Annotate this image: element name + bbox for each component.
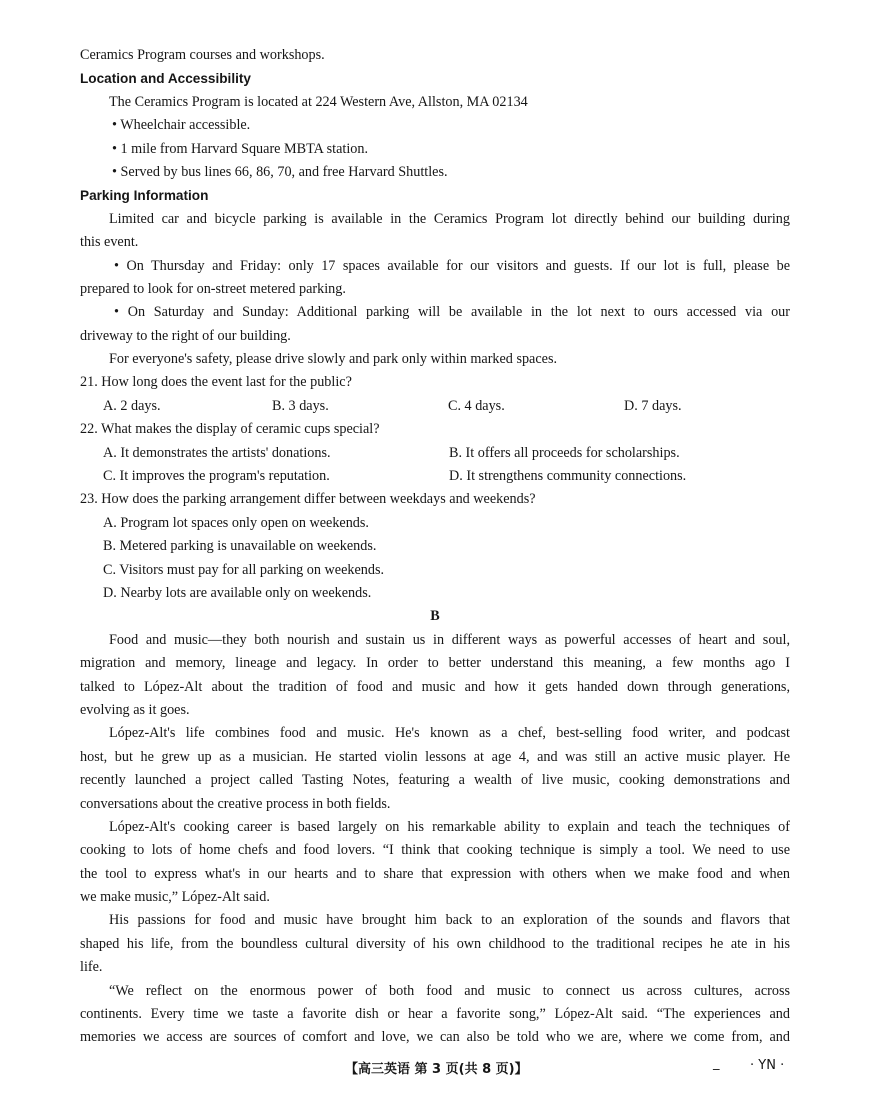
parking-weekday-line: prepared to look for on-street metered parking. (80, 280, 346, 297)
section-label-b: B (430, 608, 440, 625)
question-stem: 23. How does the parking arrangement differ between weekdays and weekends? (80, 491, 536, 508)
location-heading: Location and Accessibility (80, 71, 251, 87)
passage-line: cooking to lots of home chefs and food lovers. “I think that cooking technique is simply a tool. We need to use (80, 842, 790, 859)
parking-heading: Parking Information (80, 188, 209, 204)
passage-line: recently launched a project called Tasting Notes, featuring a wealth of live music, cooking demonstrations and (80, 772, 790, 789)
passage-line: His passions for food and music have brought him back to an exploration of the sounds and flavors that (109, 912, 790, 929)
option-a[interactable]: A. Program lot spaces only open on weekends. (103, 514, 369, 531)
parking-intro-line: Limited car and bicycle parking is available in the Ceramics Program lot directly behind our building during (109, 210, 790, 227)
option-a[interactable]: A. 2 days. (103, 397, 161, 414)
footer-code: · YN · (750, 1058, 785, 1073)
location-address: The Ceramics Program is located at 224 Western Ave, Allston, MA 02134 (109, 93, 528, 110)
passage-line: continents. Every time we taste a favorite dish or hear a favorite song,” López-Alt said. “The experiences and (80, 1006, 790, 1023)
access-bullet: • 1 mile from Harvard Square MBTA station. (112, 140, 369, 157)
question-options (80, 442, 790, 465)
passage-line: conversations about the creative process in both fields. (80, 795, 391, 812)
question-options (80, 465, 790, 488)
passage-line: we make music,” López-Alt said. (80, 889, 270, 906)
passage-line: migration and memory, lineage and legacy. In order to better understand this meaning, a few months ago I (80, 655, 790, 672)
option-b[interactable]: B. It offers all proceeds for scholarships. (449, 444, 680, 461)
option-b[interactable]: B. 3 days. (272, 397, 329, 414)
access-bullet: • Wheelchair accessible. (112, 117, 251, 134)
option-b[interactable]: B. Metered parking is unavailable on weekends. (103, 538, 377, 555)
passage-line: evolving as it goes. (80, 701, 190, 718)
question-stem: 22. What makes the display of ceramic cups special? (80, 421, 380, 438)
page-number-label: 【高三英语 第 3 页(共 8 页)】 (345, 1062, 528, 1077)
option-d[interactable]: D. Nearby lots are available only on weekends. (103, 584, 372, 601)
parking-weekend-line: driveway to the right of our building. (80, 327, 291, 344)
option-a[interactable]: A. It demonstrates the artists' donations. (103, 444, 331, 461)
access-bullet: • Served by bus lines 66, 86, 70, and free Harvard Shuttles. (112, 163, 448, 180)
parking-safety: For everyone's safety, please drive slowly and park only within marked spaces. (109, 351, 558, 368)
question-options (80, 395, 790, 418)
passage-line: López-Alt's life combines food and music. He's known as a chef, best-selling food writer, and podcast (109, 725, 790, 742)
lead-line: Ceramics Program courses and workshops. (80, 47, 325, 63)
footer-dash: _ (713, 1056, 720, 1071)
option-d[interactable]: D. 7 days. (624, 397, 682, 414)
option-c[interactable]: C. It improves the program's reputation. (103, 468, 330, 485)
passage-line: host, but he grew up as a musician. He started violin lessons at age 4, and was still an active music player. He (80, 748, 790, 765)
option-d[interactable]: D. It strengthens community connections. (449, 468, 687, 485)
passage-line: shaped his life, from the boundless cultural diversity of his own childhood to the traditional recipes he ate in his (80, 935, 790, 952)
passage-line: the tool to express what's in our hearts and to share that expression with others when we make food and when (80, 865, 790, 882)
passage-line: talked to López-Alt about the tradition of food and music and how it gets handed down through generations, (80, 678, 790, 695)
passage-line: López-Alt's cooking career is based largely on his remarkable ability to explain and teach the techniques of (109, 818, 790, 835)
option-c[interactable]: C. Visitors must pay for all parking on weekends. (103, 561, 385, 578)
option-c[interactable]: C. 4 days. (448, 397, 505, 414)
passage-line: Food and music—they both nourish and sustain us in different ways as powerful accesses of heart and soul, (109, 631, 790, 648)
parking-weekend-line: • On Saturday and Sunday: Additional parking will be available in the lot next to ours accessed via our (114, 304, 790, 321)
parking-weekday-line: • On Thursday and Friday: only 17 spaces available for our visitors and guests. If our lot is full, please be (114, 257, 790, 274)
passage-line: “We reflect on the enormous power of both food and music to connect us across cultures, across (109, 982, 790, 999)
parking-intro-line: this event. (80, 234, 139, 251)
question-stem: 21. How long does the event last for the public? (80, 374, 352, 391)
passage-line: memories we access are sources of comfort and love, we can also be told who we are, where we come from, and (80, 1029, 790, 1046)
passage-line: life. (80, 959, 103, 976)
document-page (80, 44, 790, 1050)
